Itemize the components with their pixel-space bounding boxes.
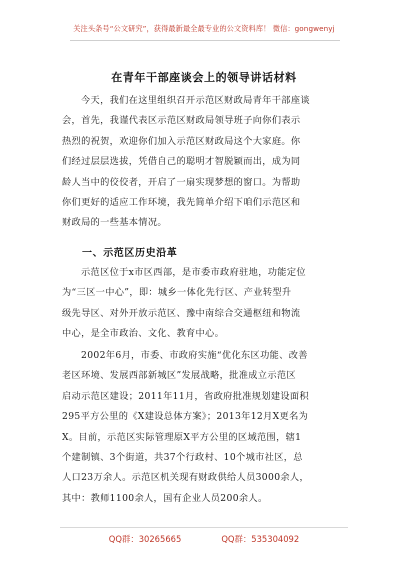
paragraph-line: 们经过层层选拔，凭借自己的聪明才智脱颖而出，成为同 xyxy=(62,156,301,168)
section1-paragraph-1 xyxy=(62,263,352,345)
section1-paragraph-2 xyxy=(62,346,352,509)
paragraph-line: 财政局的一些基本情况。 xyxy=(62,217,167,229)
paragraph-line: 2002年6月，市委、市政府实施“优化东区功能、改善 xyxy=(81,350,308,361)
paragraph-line: 龄人当中的佼佼者，开启了一扇实现梦想的窗口。为帮助 xyxy=(62,176,301,188)
paragraph-line: 示范区位于x市区西部，是市委市政府驻地，功能定位 xyxy=(81,267,306,278)
footer-divider xyxy=(60,527,348,528)
paragraph-line: X。目前，示范区实际管理原X平方公里的区域范围，辖1 xyxy=(62,431,302,443)
paragraph-line: 热烈的祝贺，欢迎你们加入示范区财政局这个大家庭。你 xyxy=(62,135,301,147)
paragraph-line: 会，首先，我谨代表区示范区财政局领导班子向你们表示 xyxy=(62,115,301,127)
paragraph-line: 为“三区一中心”，即：城乡一体化先行区、产业转型升 xyxy=(62,287,292,299)
footer-contact xyxy=(0,533,408,545)
intro-paragraph xyxy=(62,91,352,234)
paragraph-line: 启动示范区建设；2011年11月，省政府批准规划建设面积 xyxy=(62,390,309,402)
header-divider xyxy=(70,40,340,41)
paragraph-line: 人口23万余人。示范区机关现有财政供给人员3000余人， xyxy=(62,472,309,484)
paragraph-line: 今天，我们在这里组织召开示范区财政局青年干部座谈 xyxy=(81,95,310,106)
paragraph-line: 295平方公里的《X建设总体方案》；2013年12月X更名为 xyxy=(62,411,309,423)
paragraph-line: 其中：教师1100余人，国有企业人员200余人。 xyxy=(62,492,268,504)
section-heading: 一、示范区历史沿革 xyxy=(82,248,178,259)
document-title: 在青年干部座谈会上的领导讲话材料 xyxy=(111,71,297,84)
paragraph-line: 你们更好的适应工作环境，我先简单介绍下咱们示范区和 xyxy=(62,196,301,208)
paragraph-line: 老区环境、发展西部新城区”发展战略，批准成立示范区 xyxy=(62,370,296,382)
paragraph-line: 中心，是全市政治、文化、教育中心。 xyxy=(62,328,225,340)
paragraph-line: 级先导区、对外开放示范区、豫中南综合交通枢纽和物流 xyxy=(62,307,301,319)
footer-qq-group-1: QQ群：30265665 xyxy=(108,534,182,544)
footer-qq-group-2: QQ群：535304092 xyxy=(221,534,300,544)
paragraph-line: 个建制镇、3个街道，共37个行政村、10个城市社区，总 xyxy=(62,451,303,463)
header-banner: 关注头条号“公文研究”，获得最新最全最专业的公文资料库！ 微信：gongwenyj xyxy=(73,24,335,33)
